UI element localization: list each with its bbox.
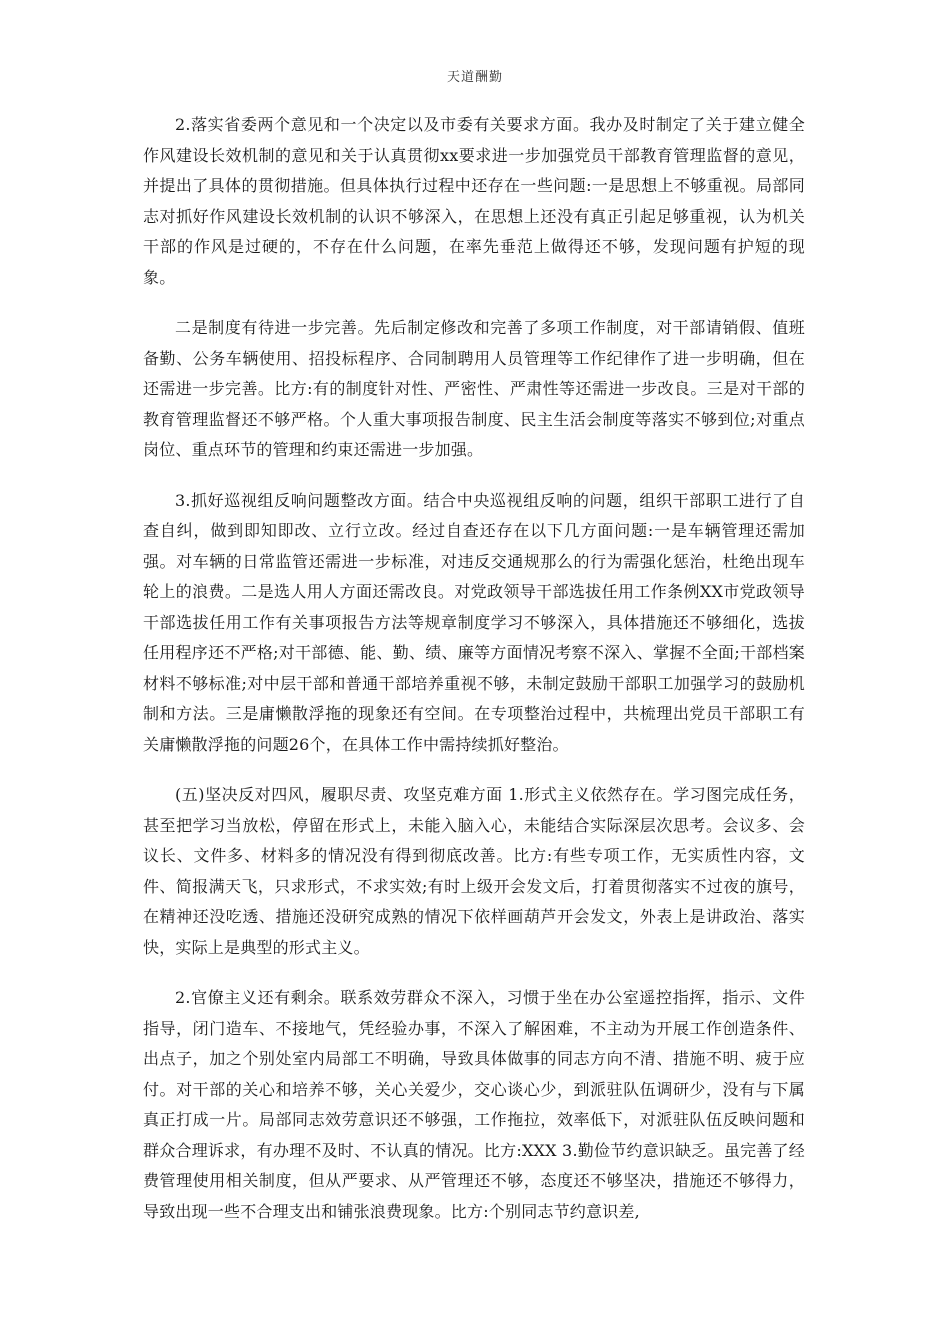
document-body bbox=[143, 110, 805, 1247]
paragraph: 2.落实省委两个意见和一个决定以及市委有关要求方面。我办及时制定了关于建立健全作风建设长效机制的意见和关于认真贯彻xx要求进一步加强党员干部教育管理监督的意见，并提出了具体的贯彻措施。但具体执行过程中还存在一些问题:一是思想上不够重视。局部同志对抓好作风建设长效机制的认识不够深入，在思想上还没有真正引起足够重视，认为机关干部的作风是过硬的，不存在什么问题，在率先垂范上做得还不够，发现问题有护短的现象。 bbox=[143, 115, 805, 287]
paragraph: (五)坚决反对四风，履职尽责、攻坚克难方面 1.形式主义依然存在。学习图完成任务，甚至把学习当放松，停留在形式上，未能入脑入心，未能结合实际深层次思考。会议多、会议长、文件多、材料多的情况没有得到彻底改善。比方:有些专项工作，无实质性内容，文件、简报满天飞，只求形式，不求实效;有时上级开会发文后，打着贯彻落实不过夜的旗号，在精神还没吃透、措施还没研究成熟的情况下依样画葫芦开会发文，外表上是讲政治、落实快，实际上是典型的形式主义。 bbox=[143, 785, 805, 957]
paragraph: 2.官僚主义还有剩余。联系效劳群众不深入，习惯于坐在办公室遥控指挥，指示、文件指导，闭门造车、不接地气，凭经验办事，不深入了解困难，不主动为开展工作创造条件、出点子，加之个别处室内局部工不明确，导致具体做事的同志方向不清、措施不明、疲于应付。对干部的关心和培养不够，关心关爱少，交心谈心少，到派驻队伍调研少，没有与下属真正打成一片。局部同志效劳意识还不够强，工作拖拉，效率低下，对派驻队伍反映问题和群众合理诉求，有办理不及时、不认真的情况。比方:XXX 3.勤俭节约意识缺乏。虽完善了经费管理使用相关制度，但从严要求、从严管理还不够，态度还不够坚决，措施还不够得力，导致出现一些不合理支出和铺张浪费现象。比方:个别同志节约意识差, bbox=[143, 988, 805, 1221]
page-header: 天道酬勤 bbox=[446, 70, 503, 85]
paragraph: 二是制度有待进一步完善。先后制定修改和完善了多项工作制度，对干部请销假、值班备勤、公务车辆使用、招投标程序、合同制聘用人员管理等工作纪律作了进一步明确，但在还需进一步完善。比方:有的制度针对性、严密性、严肃性等还需进一步改良。三是对干部的教育管理监督还不够严格。个人重大事项报告制度、民主生活会制度等落实不够到位;对重点岗位、重点环节的管理和约束还需进一步加强。 bbox=[143, 318, 805, 459]
paragraph: 3.抓好巡视组反响问题整改方面。结合中央巡视组反响的问题，组织干部职工进行了自查自纠，做到即知即改、立行立改。经过自查还存在以下几方面问题:一是车辆管理还需加强。对车辆的日常监管还需进一步标准，对违反交通规那么的行为需强化惩治，杜绝出现车轮上的浪费。二是选人用人方面还需改良。对党政领导干部选拔任用工作条例XX市党政领导干部选拔任用工作有关事项报告方法等规章制度学习不够深入，具体措施还不够细化，选拔任用程序还不严格;对干部德、能、勤、绩、廉等方面情况考察不深入、掌握不全面;干部档案材料不够标准;对中层干部和普通干部培养重视不够，未制定鼓励干部职工加强学习的鼓励机制和方法。三是庸懒散浮拖的现象还有空间。在专项整治过程中，共梳理出党员干部职工有关庸懒散浮拖的问题26个，在具体工作中需持续抓好整治。 bbox=[143, 490, 805, 754]
